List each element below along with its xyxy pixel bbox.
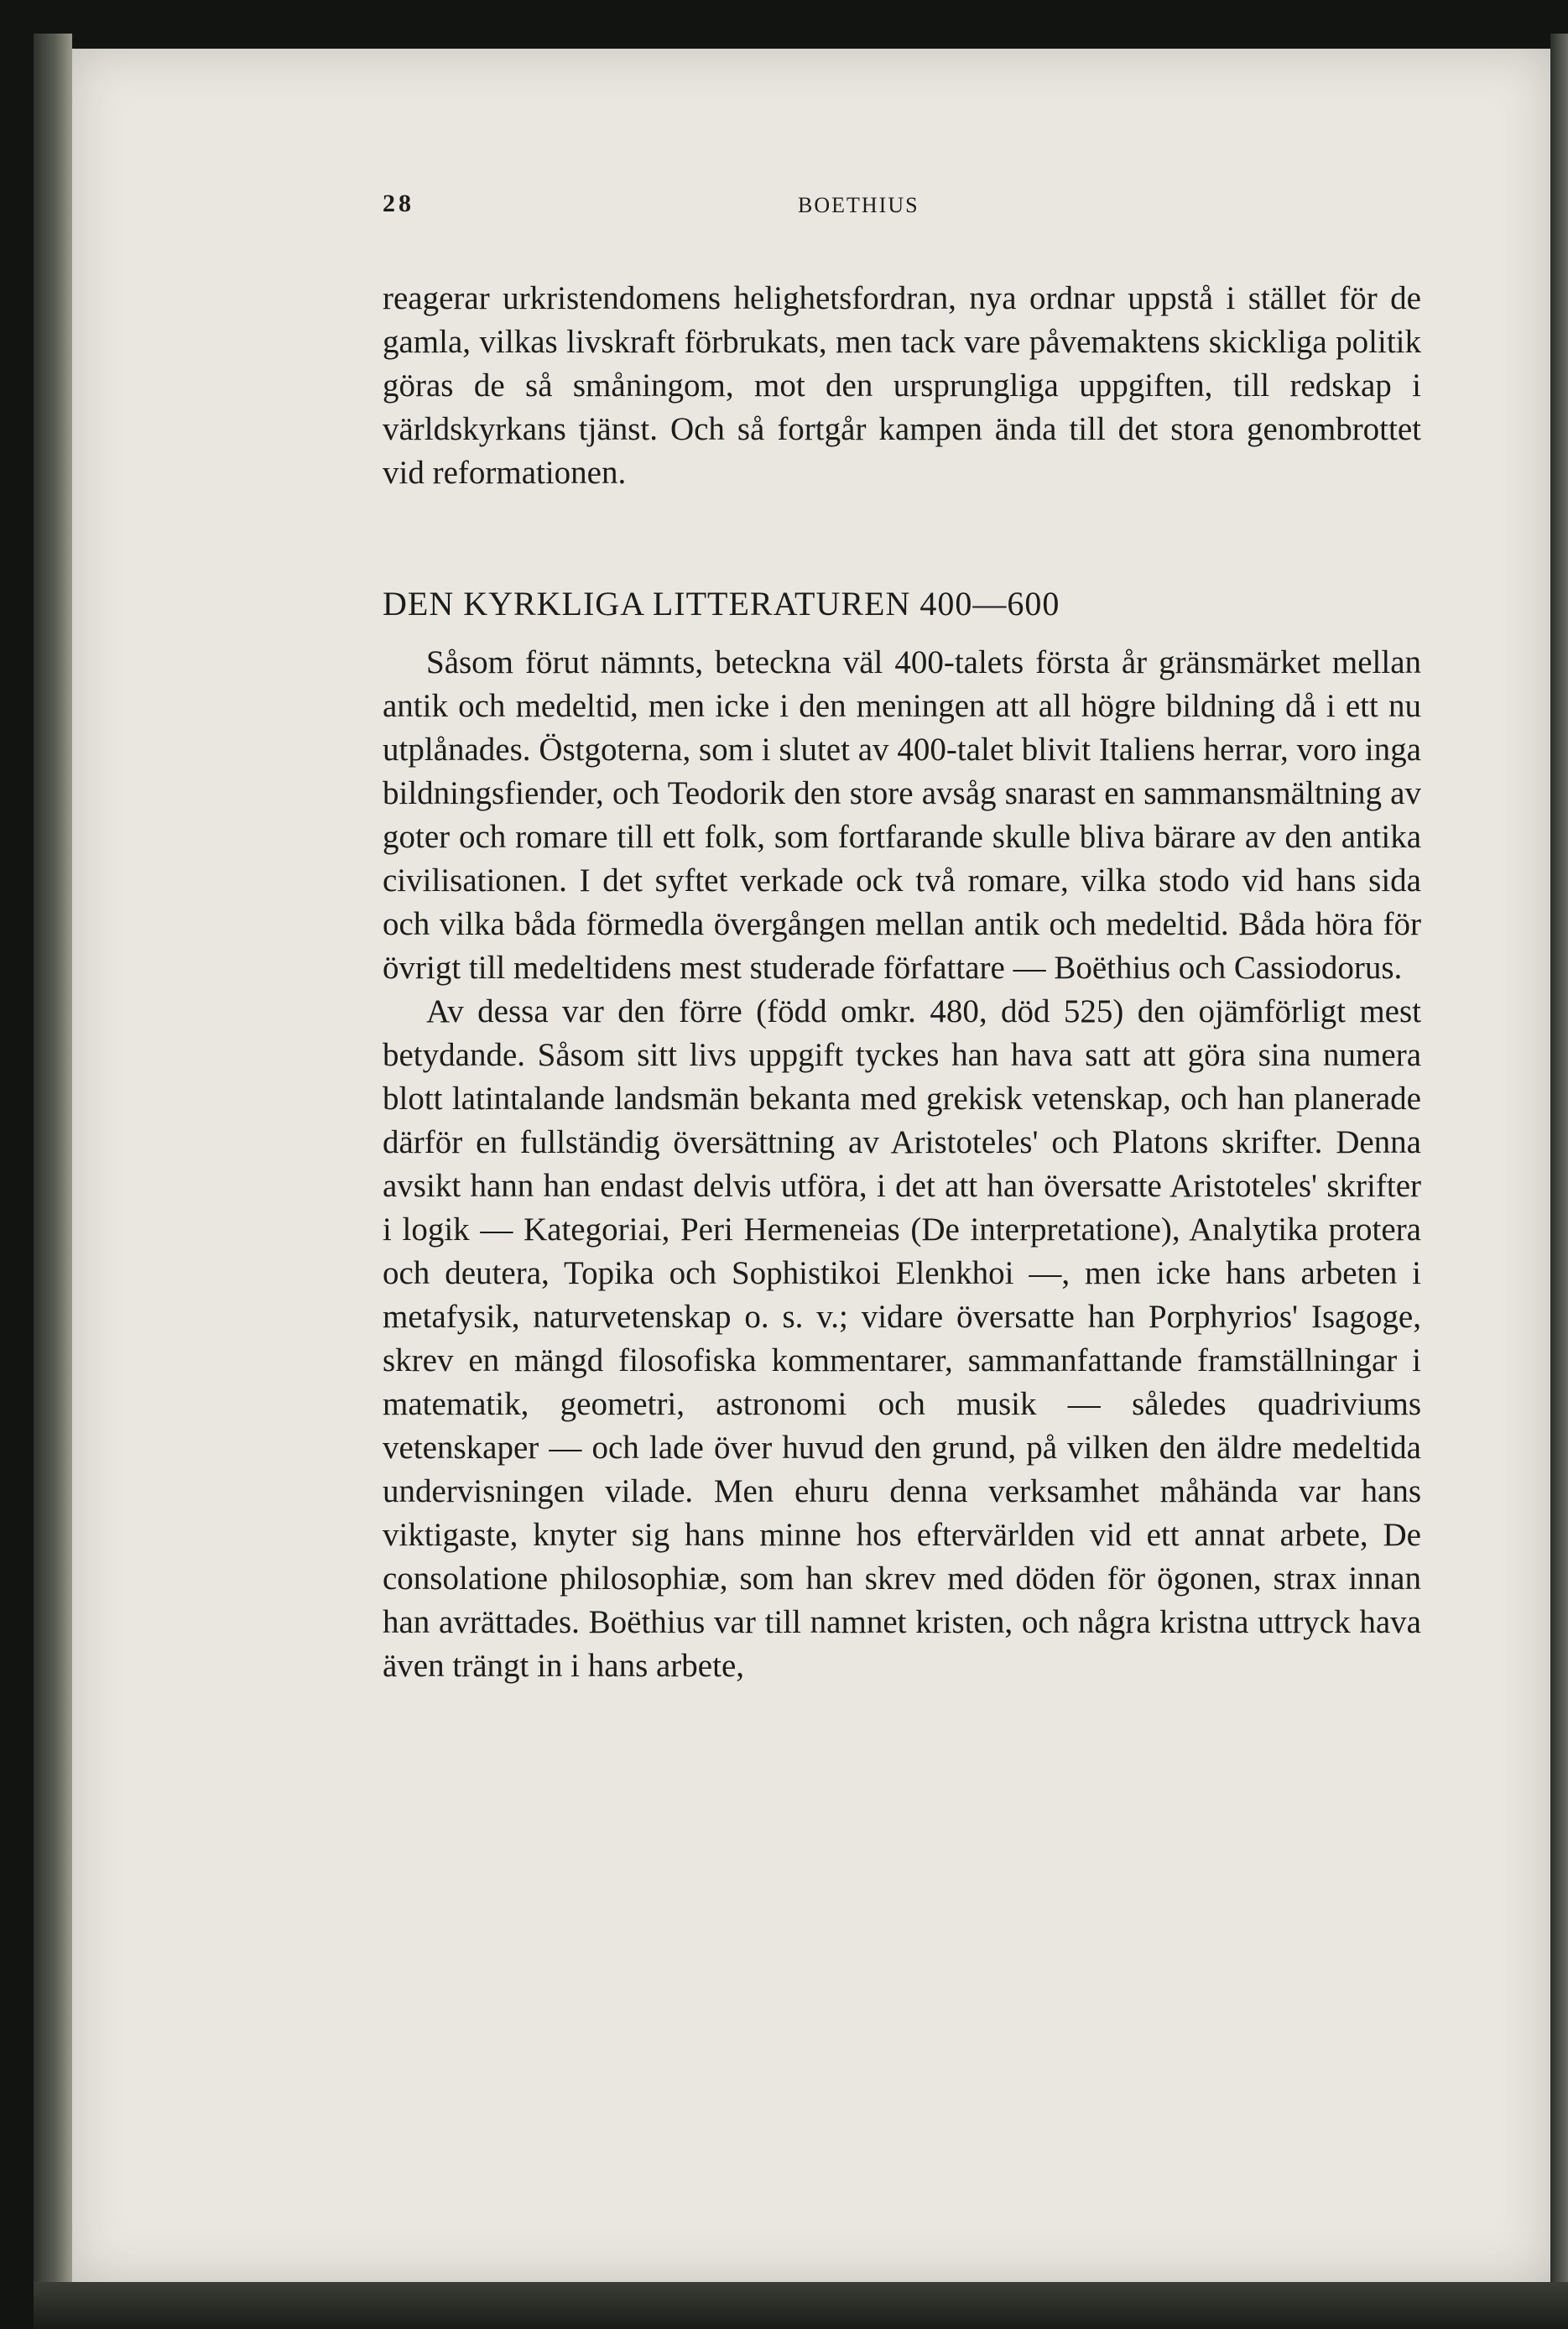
page-edge-right [1550, 34, 1568, 2329]
paragraph-continuation: reagerar urkristendomens helighetsfordran, nya ordnar uppstå i stället för de gamla, vilkas livskraft förbrukats, men tack vare påvemaktens skickliga politik göras de så småningom, mot den ursprungliga uppgiften, till redskap i världskyrkans tjänst. Och så fortgår kampen ända till det stora genombrottet vid reformationen. [383, 280, 1421, 491]
paragraph-intro: Såsom förut nämnts, beteckna väl 400-talets första år gränsmärket mellan antik och medeltid, men icke i den meningen att all högre bildning då i ett nu utplånades. Östgoterna, som i slutet av 400-talet blivit Italiens herrar, voro inga bildningsfiender, och Teodorik den store avsåg snarast en sammansmältning av goter och romare till ett folk, som fortfarande skulle bliva bärare av den antika civilisationen. I det syftet verkade ock två romare, vilka stodo vid hans sida och vilka båda förmedla övergången mellan antik och medeltid. Båda höra för övrigt till medeltidens mest studerade författare — Boëthius och Cassiodorus. [383, 644, 1421, 986]
text-block [383, 190, 1421, 1688]
page-number: 28 [383, 190, 414, 217]
book-spine-shadow [34, 34, 72, 2299]
running-head: BOETHIUS [798, 193, 919, 217]
page-edge-bottom [34, 2282, 1568, 2329]
section-heading: DEN KYRKLIGA LITTERATUREN 400—600 [383, 585, 1060, 623]
paragraph-boethius: Av dessa var den förre (född omkr. 480, död 525) den ojämförligt mest betydande. Såsom sitt livs uppgift tyckes han hava satt att göra sina numera blott latintalande landsmän bekanta med grekisk vetenskap, och han planerade därför en fullständig översättning av Aristoteles' och Platons skrifter. Denna avsikt hann han endast delvis utföra, i det att han översatte Aristoteles' skrifter i logik — Kategoriai, Peri Hermeneias (De interpretatione), Analytika protera och deutera, Topika och Sophistikoi Elenkhoi —, men icke hans arbeten i metafysik, naturvetenskap o. s. v.; vidare översatte han Porphyrios' Isagoge, skrev en mängd filosofiska kommentarer, sammanfattande framställningar i matematik, geometri, astronomi och musik — således quadriviums vetenskaper — och lade över huvud den grund, på vilken den äldre medeltida undervisningen vilade. Men ehuru denna verksamhet måhända var hans viktigaste, knyter sig hans minne hos eftervärlden vid ett annat arbete, De consolatione philosophiæ, som han skrev med döden för ögonen, strax innan han avrättades. Boëthius var till namnet kristen, och några kristna uttryck hava även trängt in i hans arbete, [383, 993, 1421, 1684]
page-header [383, 190, 1421, 233]
